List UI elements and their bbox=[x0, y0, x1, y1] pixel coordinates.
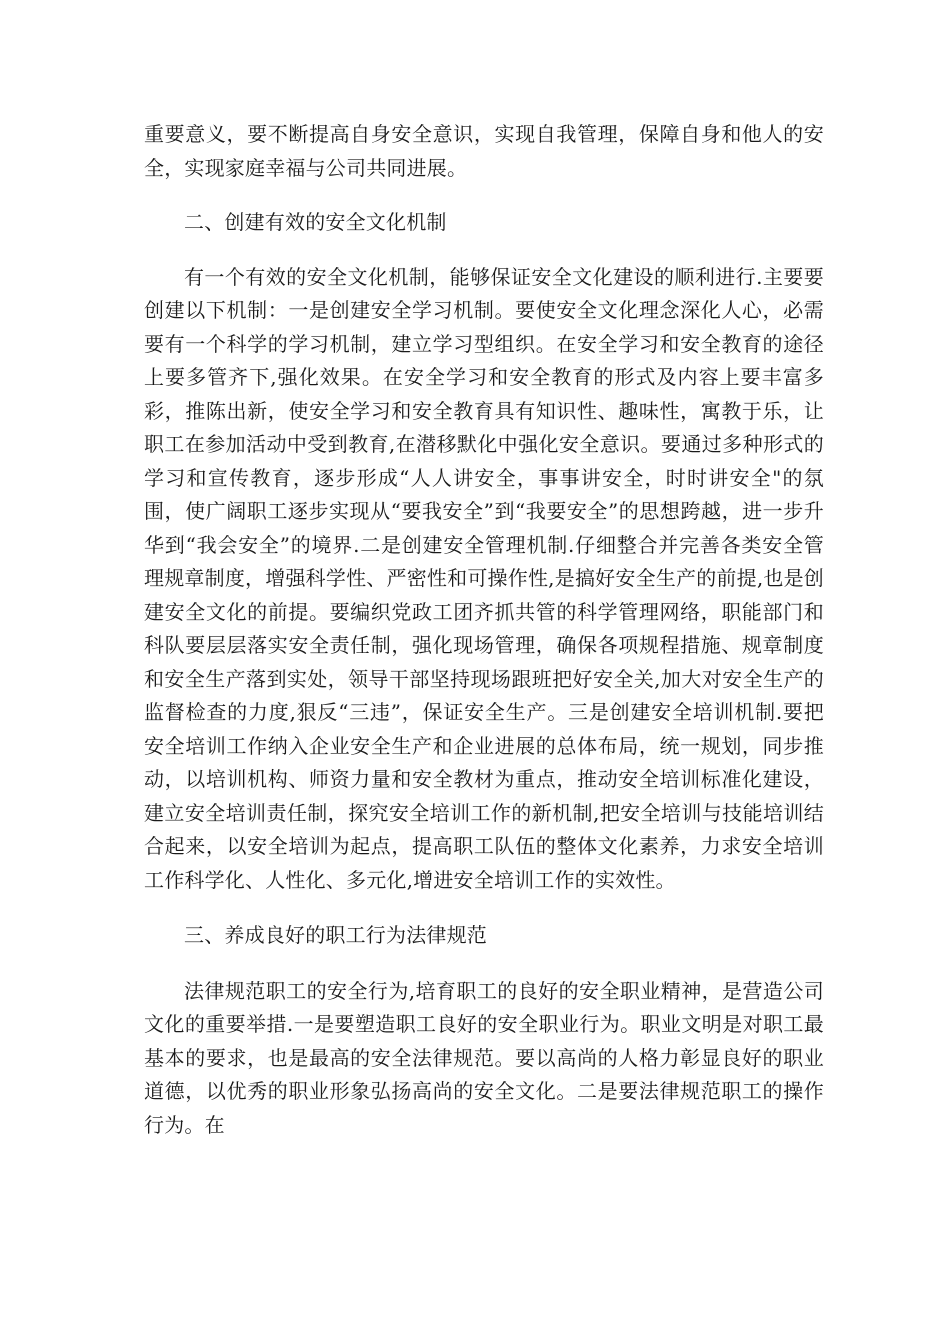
section-heading-3: 三、养成良好的职工行为法律规范 bbox=[184, 923, 487, 947]
document-page bbox=[144, 118, 824, 1142]
section-heading-2: 二、创建有效的安全文化机制 bbox=[184, 210, 447, 234]
paragraph-section-2: 有一个有效的安全文化机制，能够保证安全文化建设的顺利进行.主要要创建以下机制：一是创建安全学习机制。要使安全文化理念深化人心，必需要有一个科学的学习机制，建立学习型组织。在安全学习和安全教育的途径上要多管齐下,强化效果。在安全学习和安全教育的形式及内容上要丰富多彩，推陈出新，使安全学习和安全教育具有知识性、趣味性，寓教于乐，让职工在参加活动中受到教育,在潜移默化中强化安全意识。要通过多种形式的学习和宣传教育，逐步形成“人人讲安全，事事讲安全，时时讲安全"的氛围，使广阔职工逐步实现从“要我安全”到“我要安全”的思想跨越，进一步升华到“我会安全”的境界.二是创建安全管理机制.仔细整合并完善各类安全管理规章制度，增强科学性、严密性和可操作性,是搞好安全生产的前提,也是创建安全文化的前提。要编织党政工团齐抓共管的科学管理网络，职能部门和科队要层层落实安全责任制，强化现场管理，确保各项规程措施、规章制度和安全生产落到实处，领导干部坚持现场跟班把好安全关,加大对安全生产的监督检查的力度,狠反“三违”，保证安全生产。三是创建安全培训机制.要把安全培训工作纳入企业安全生产和企业进展的总体布局，统一规划，同步推动，以培训机构、师资力量和安全教材为重点，推动安全培训标准化建设，建立安全培训责任制，探究安全培训工作的新机制,把安全培训与技能培训结合起来，以安全培训为起点，提高职工队伍的整体文化素养，力求安全培训工作科学化、人性化、多元化,增进安全培训工作的实效性。 bbox=[144, 264, 824, 892]
paragraph-section-3: 法律规范职工的安全行为,培育职工的良好的安全职业精神，是营造公司文化的重要举措.一是要塑造职工良好的安全职业行为。职业文明是对职工最基本的要求，也是最高的安全法律规范。要以高尚的人格力彰显良好的职业道德，以优秀的职业形象弘扬高尚的安全文化。二是要法律规范职工的操作行为。在 bbox=[144, 978, 824, 1137]
paragraph-intro-end: 重要意义，要不断提高自身安全意识，实现自我管理，保障自身和他人的安全，实现家庭幸福与公司共同进展。 bbox=[144, 122, 824, 180]
